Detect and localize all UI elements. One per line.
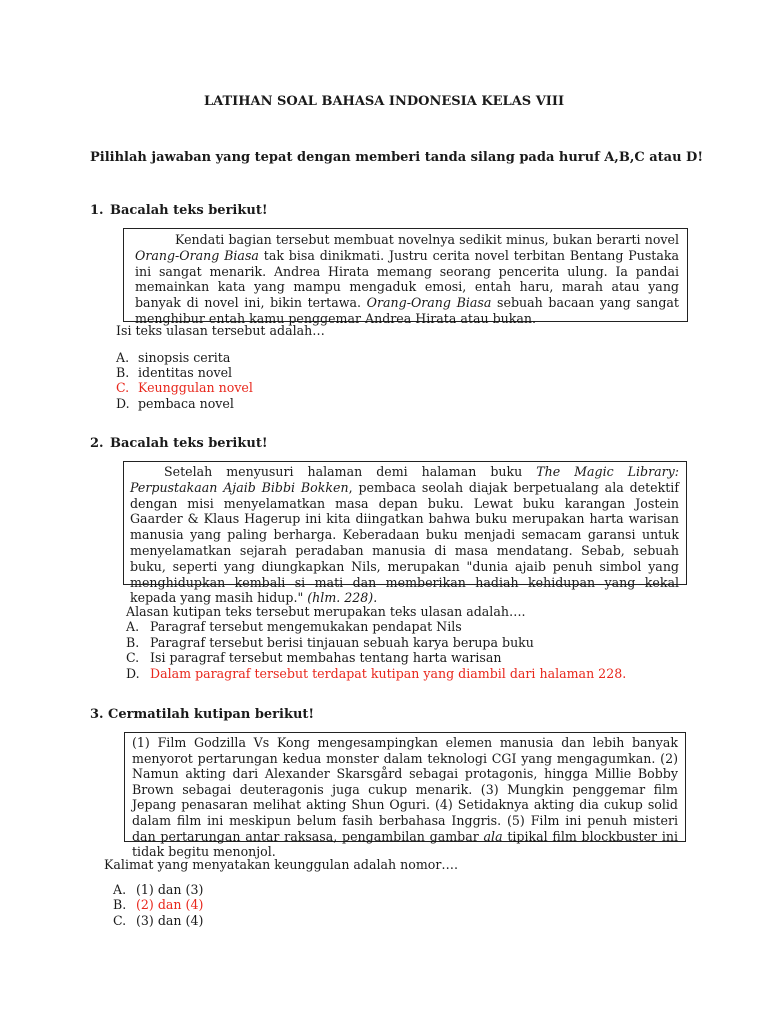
question-1-heading: Bacalah teks berikut! [110, 203, 268, 218]
passage-text: tipikal film blockbuster ini tidak begitu menonjol. [132, 828, 678, 860]
option-text: (2) dan (4) [136, 897, 204, 912]
question-3-number: 3. [90, 707, 104, 722]
option-1c-answer[interactable] [116, 380, 253, 395]
passage-text: tak bisa dinikmati. Justru cerita novel terbitan Bentang Pustaka ini sangat menarik. Andrea Hirata memang seorang pencerita ulung. Ia pandai memainkan kata yang mampu mengaduk emosi, entah haru, marah atau yang banyak di novel ini, bikin tertawa. [135, 247, 679, 311]
passage-text: sebuah bacaan yang sangat menghibur entah kamu penggemar Andrea Hirata atau bukan. [135, 295, 679, 326]
book-title: Orang-Orang Biasa [135, 247, 259, 263]
option-text: Paragraf tersebut berisi tinjauan sebuah karya berupa buku [150, 635, 534, 650]
question-2-heading: Bacalah teks berikut! [110, 436, 268, 451]
option-text: Isi paragraf tersebut membahas tentang harta warisan [150, 650, 502, 665]
question-1-prompt: Isi teks ulasan tersebut adalah… [116, 323, 325, 338]
question-2-prompt: Alasan kutipan teks tersebut merupakan teks ulasan adalah…. [126, 604, 526, 619]
option-letter: C. [116, 380, 130, 395]
italic-term: ala [483, 828, 503, 844]
option-text: Keunggulan novel [138, 380, 253, 395]
option-letter: A. [113, 882, 127, 897]
option-2a[interactable] [126, 619, 462, 634]
question-3-passage [124, 732, 686, 860]
option-1d[interactable] [116, 396, 234, 411]
option-letter: A. [126, 619, 140, 634]
option-3a[interactable] [113, 882, 203, 897]
option-text: (1) dan (3) [136, 882, 204, 897]
option-text: identitas novel [138, 365, 233, 380]
question-2-number: 2. [90, 436, 104, 451]
option-letter: B. [126, 635, 140, 650]
option-text: pembaca novel [138, 396, 234, 411]
option-3c[interactable] [113, 913, 203, 928]
option-3b-answer[interactable] [113, 897, 203, 912]
option-2c[interactable] [126, 650, 502, 665]
passage-text: (1) Film Godzilla Vs Kong mengesampingkan elemen manusia dan lebih banyak menyorot pertarungan kedua monster dalam teknologi CGI yang mengagumkan. (2) Namun akting dari Alexander Skarsgård sebagai protagonis, hingga Millie Bobby Brown sebagai deuteragonis juga cukup menarik. (3) Mungkin penggemar film Jepang penasaran melihat akting Shun Oguri. (4) Setidaknya akting dia cukup solid dalam film ini meskipun belum fasih berbahasa Inggris. (5) Film ini penuh misteri dan pertarungan antar raksasa, pengambilan gambar [132, 735, 678, 844]
option-2d-answer[interactable] [126, 666, 626, 681]
option-1a[interactable] [116, 350, 230, 365]
book-title: The Magic Library: Perpustakaan Ajaib Bibbi Bokken [130, 464, 679, 495]
question-3-heading: Cermatilah kutipan berikut! [108, 707, 315, 722]
book-title: Orang-Orang Biasa [366, 295, 492, 311]
instruction: Pilihlah jawaban yang tepat dengan memberi tanda silang pada huruf A,B,C atau D! [90, 150, 704, 165]
passage-text: , pembaca seolah diajak berpetualang ala detektif dengan misi menyelamatkan masa depan buku. Lewat buku karangan Jostein Gaarder & Klaus Hagerup ini kita diingatkan bahwa buku merupakan harta warisan manusia yang paling berharga. Keberadaan buku menjadi semacam garansi untuk menyelamatkan sejarah peradaban manusia di masa mendatang. Sebab, sebuah buku, seperti yang diungkapkan Nils, merupakan "dunia ajaib penuh simbol yang menghidupkan kembali si mati dan memberikan hadiah kehidupan yang kekal kepada yang masih hidup." [130, 479, 679, 606]
option-letter: A. [116, 350, 130, 365]
page-title: LATIHAN SOAL BAHASA INDONESIA KELAS VIII [203, 94, 565, 109]
option-text: Dalam paragraf tersebut terdapat kutipan yang diambil dari halaman 228. [150, 666, 627, 681]
option-letter: C. [113, 913, 127, 928]
option-letter: D. [126, 666, 140, 681]
passage-text: Kendati bagian tersebut membuat novelnya sedikit minus, bukan berarti novel [175, 232, 679, 247]
option-text: (3) dan (4) [136, 913, 204, 928]
page-reference: (hlm. 228). [307, 590, 378, 606]
option-letter: D. [116, 396, 130, 411]
question-1-passage [123, 228, 688, 326]
question-1-number: 1. [90, 203, 104, 218]
option-text: sinopsis cerita [138, 350, 231, 365]
passage-text: Setelah menyusuri halaman demi halaman buku [164, 464, 537, 479]
option-text: Paragraf tersebut mengemukakan pendapat Nils [150, 619, 462, 634]
option-letter: B. [113, 897, 127, 912]
option-1b[interactable] [116, 365, 232, 380]
question-3-prompt: Kalimat yang menyatakan keunggulan adalah nomor…. [104, 857, 458, 872]
question-2-passage [123, 461, 687, 606]
option-2b[interactable] [126, 635, 534, 650]
option-letter: B. [116, 365, 130, 380]
option-letter: C. [126, 650, 140, 665]
